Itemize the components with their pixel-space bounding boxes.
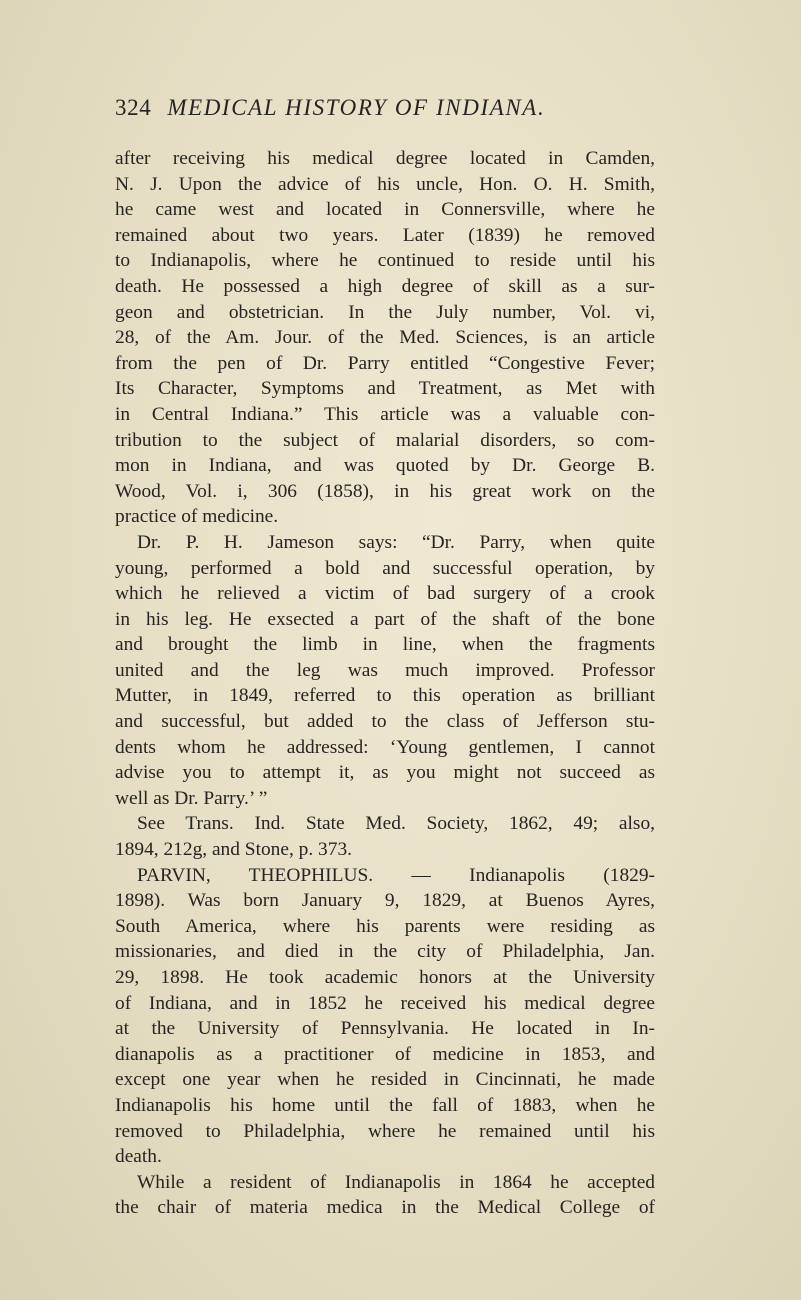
text-line: in his leg. He exsected a part of the shaft of the bone	[115, 608, 655, 630]
text-line: remained about two years. Later (1839) he removed	[115, 224, 655, 246]
text-line: removed to Philadelphia, where he remained until his	[115, 1120, 655, 1142]
text-line: tribution to the subject of malarial disorders, so com-	[115, 429, 655, 451]
text-line: and brought the limb in line, when the fragments	[115, 634, 655, 656]
text-line: death. He possessed a high degree of skill as a sur-	[115, 275, 655, 297]
text-line: he came west and located in Connersville, where he	[115, 199, 655, 221]
text-line: dents whom he addressed: ‘Young gentlemen, I cannot	[115, 736, 655, 758]
running-head	[115, 94, 675, 122]
text-line: Mutter, in 1849, referred to this operation as brilliant	[115, 685, 655, 707]
text-line: South America, where his parents were residing as	[115, 915, 655, 937]
text-line: in Central Indiana.” This article was a valuable con-	[115, 403, 655, 425]
text-line: Wood, Vol. i, 306 (1858), in his great work on the	[115, 480, 655, 502]
text-line: united and the leg was much improved. Professor	[115, 659, 655, 681]
text-line: Indianapolis his home until the fall of 1883, when he	[115, 1094, 655, 1116]
text-line: While a resident of Indianapolis in 1864 he accepted	[137, 1171, 655, 1193]
text-line: death.	[115, 1146, 162, 1168]
text-line: geon and obstetrician. In the July number, Vol. vi,	[115, 301, 655, 323]
text-line: from the pen of Dr. Parry entitled “Congestive Fever;	[115, 352, 655, 374]
text-line: 29, 1898. He took academic honors at the University	[115, 967, 655, 988]
text-line: after receiving his medical degree located in Camden,	[115, 148, 655, 169]
text-line: which he relieved a victim of bad surgery of a crook	[115, 583, 655, 605]
text-line: practice of medicine.	[115, 506, 279, 528]
text-line: of Indiana, and in 1852 he received his medical degree	[115, 992, 655, 1014]
text-line: and successful, but added to the class of Jefferson stu-	[115, 711, 655, 733]
text-line: to Indianapolis, where he continued to reside until his	[115, 250, 655, 272]
text-line: Its Character, Symptoms and Treatment, as Met with	[115, 378, 655, 400]
text-line: N. J. Upon the advice of his uncle, Hon. O. H. Smith,	[115, 173, 655, 195]
text-line: See Trans. Ind. State Med. Society, 1862, 49; also,	[137, 813, 655, 835]
text-line: advise you to attempt it, as you might not succeed as	[115, 762, 655, 784]
text-line: Dr. P. H. Jameson says: “Dr. Parry, when quite	[137, 531, 655, 553]
text-line: well as Dr. Parry.’ ”	[115, 787, 268, 809]
text-line: PARVIN, THEOPHILUS. — Indianapolis (1829-	[137, 864, 655, 886]
running-title: MEDICAL HISTORY OF INDIANA.	[167, 95, 546, 120]
text-line: young, performed a bold and successful operation, by	[115, 557, 655, 579]
text-line: at the University of Pennsylvania. He located in In-	[115, 1018, 655, 1040]
text-line: 1894, 212g, and Stone, p. 373.	[115, 839, 352, 861]
text-line: the chair of materia medica in the Medical College of	[115, 1197, 655, 1219]
text-line: 1898). Was born January 9, 1829, at Buenos Ayres,	[115, 890, 655, 912]
text-line: dianapolis as a practitioner of medicine in 1853, and	[115, 1043, 655, 1065]
text-line: mon in Indiana, and was quoted by Dr. George B.	[115, 455, 655, 477]
text-line: missionaries, and died in the city of Philadelphia, Jan.	[115, 941, 655, 963]
body-text	[115, 146, 655, 1221]
text-line: 28, of the Am. Jour. of the Med. Sciences, is an article	[115, 327, 655, 349]
text-line: except one year when he resided in Cincinnati, he made	[115, 1069, 655, 1091]
page-number: 324	[115, 95, 152, 120]
